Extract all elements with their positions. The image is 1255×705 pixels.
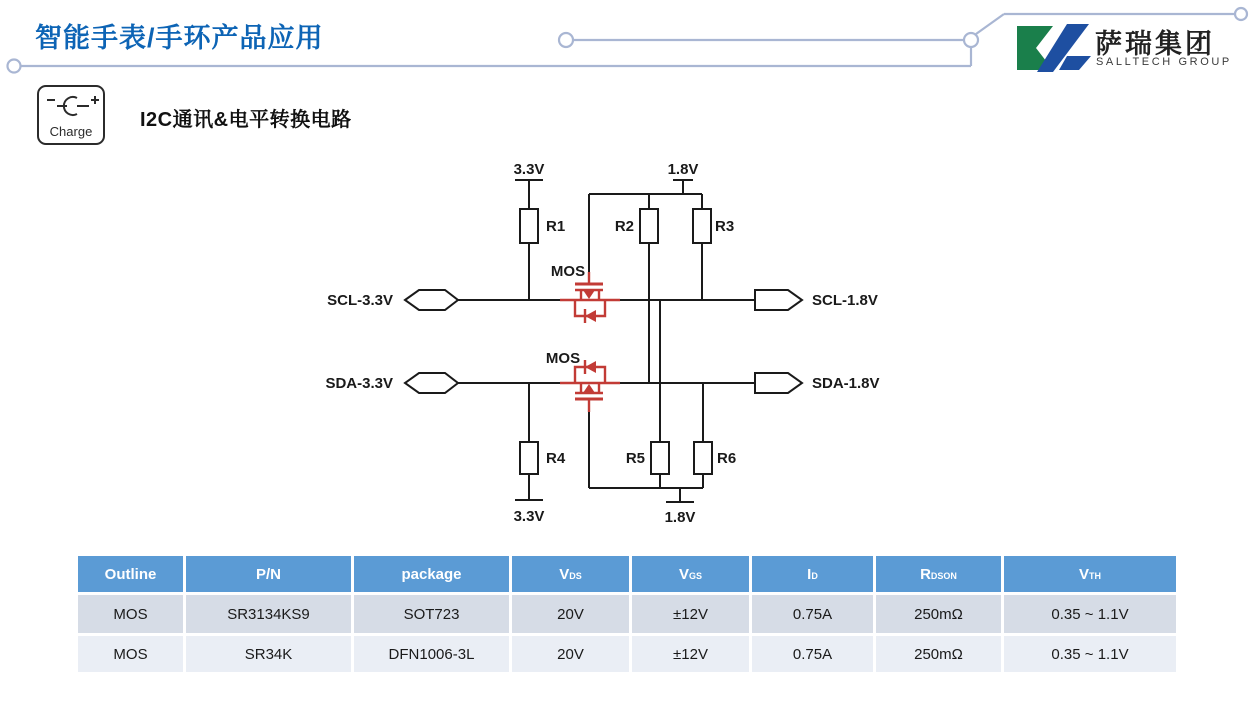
table-cell: SOT723 [354, 595, 509, 633]
table-cell: 250mΩ [876, 595, 1001, 633]
resistor-r4 [520, 442, 538, 474]
resistor-r3 [693, 209, 711, 243]
header-text: Outline [104, 565, 157, 583]
col-header-rdson [876, 556, 1001, 592]
page-title: 智能手表/手环产品应用 [35, 23, 324, 53]
resistor-r5 [651, 442, 669, 474]
table-cell: 250mΩ [876, 636, 1001, 672]
label-sda-3v3: SDA-3.3V [325, 375, 393, 392]
table-cell: 0.75A [752, 595, 873, 633]
label-3v3-bottom: 3.3V [513, 508, 545, 525]
resistor-r2 [640, 209, 658, 243]
charge-battery-icon [39, 87, 103, 121]
label-r3: R3 [715, 218, 735, 235]
mos-spec-table [78, 556, 1176, 672]
header-text: P/N [255, 565, 281, 583]
header-sub: DS [569, 571, 582, 581]
header-sub: DSON [930, 571, 957, 581]
label-scl-1v8: SCL-1.8V [812, 292, 878, 309]
i2c-level-shifter-schematic [300, 150, 900, 540]
resistor-r6 [694, 442, 712, 474]
port-sda-1v8 [755, 373, 802, 393]
header-text: V [559, 565, 570, 583]
label-r4: R4 [546, 450, 566, 467]
section-heading: I2C通讯&电平转换电路 [140, 109, 352, 131]
table-cell: ±12V [632, 636, 749, 672]
charge-badge-label: Charge [49, 124, 93, 139]
col-header-vgs [632, 556, 749, 592]
salltech-logo-icon [1015, 24, 1091, 74]
table-cell: SR3134KS9 [186, 595, 351, 633]
label-r2: R2 [614, 218, 634, 235]
label-3v3-top: 3.3V [513, 161, 545, 178]
header-sub: D [811, 571, 818, 581]
header-text: V [678, 565, 689, 583]
header-text: V [1078, 565, 1089, 583]
col-header-id [752, 556, 873, 592]
port-scl-3v3 [405, 290, 458, 310]
header-text: package [401, 565, 462, 583]
table-cell: 20V [512, 636, 629, 672]
col-header-pn [186, 556, 351, 592]
logo-cn-text: 萨瑞集团 [1095, 29, 1215, 59]
header-text: I [807, 565, 812, 583]
table-cell: MOS [78, 636, 183, 672]
table-cell: 0.35 ~ 1.1V [1004, 595, 1176, 633]
resistor-r1 [520, 209, 538, 243]
table-cell: 20V [512, 595, 629, 633]
col-header-vth [1004, 556, 1176, 592]
charge-badge [37, 85, 105, 145]
label-mos2: MOS [545, 350, 581, 367]
header-text: R [920, 565, 931, 583]
table-cell: MOS [78, 595, 183, 633]
label-1v8-bottom: 1.8V [664, 509, 696, 526]
header-sub: TH [1089, 571, 1101, 581]
col-header-vds [512, 556, 629, 592]
col-header-outline [78, 556, 183, 592]
table-cell: ±12V [632, 595, 749, 633]
label-r5: R5 [625, 450, 645, 467]
label-r6: R6 [717, 450, 737, 467]
label-1v8-top: 1.8V [667, 161, 699, 178]
port-scl-1v8 [755, 290, 802, 310]
company-logo [1015, 20, 1245, 78]
port-sda-3v3 [405, 373, 458, 393]
label-mos1: MOS [550, 263, 586, 280]
table-cell: 0.75A [752, 636, 873, 672]
label-r1: R1 [546, 218, 566, 235]
table-cell: 0.35 ~ 1.1V [1004, 636, 1176, 672]
header-sub: GS [689, 571, 703, 581]
col-header-package [354, 556, 509, 592]
table-cell: DFN1006-3L [354, 636, 509, 672]
label-sda-1v8: SDA-1.8V [812, 375, 880, 392]
table-cell: SR34K [186, 636, 351, 672]
mosfet-sda [560, 360, 620, 412]
logo-en-text: SALLTECH GROUP [1096, 56, 1232, 68]
label-scl-3v3: SCL-3.3V [327, 292, 393, 309]
